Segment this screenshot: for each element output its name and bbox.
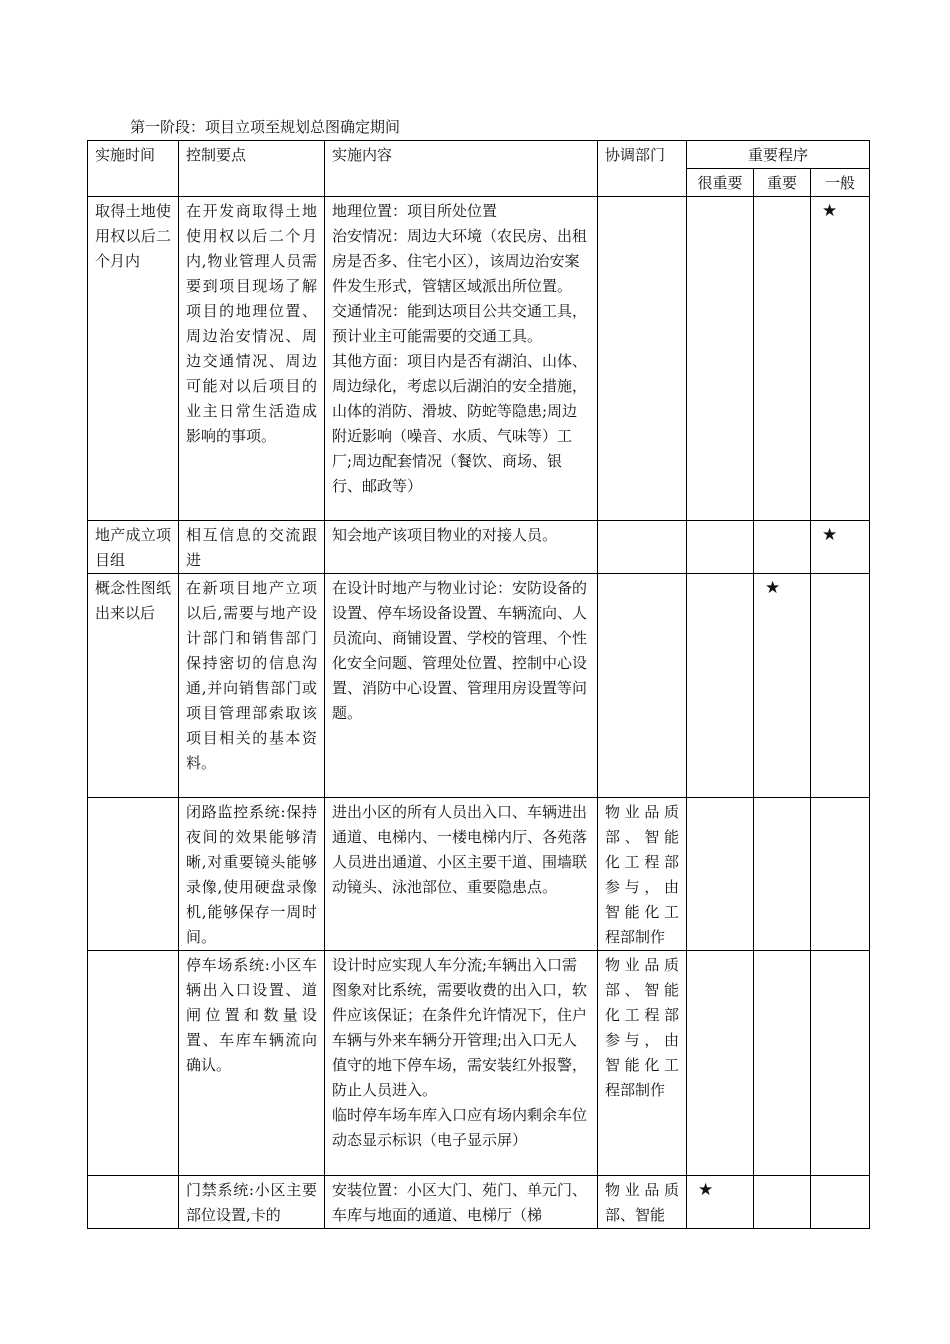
header-general: 一般 [811, 169, 870, 197]
header-control: 控制要点 [179, 141, 325, 197]
important-cell [754, 197, 811, 521]
star-icon: ★ [822, 525, 838, 545]
time-cell [88, 798, 179, 951]
general-cell [811, 197, 870, 521]
table-row [88, 1176, 870, 1229]
star-icon: ★ [698, 1180, 714, 1200]
general-cell [811, 951, 870, 1176]
header-dept: 协调部门 [598, 141, 687, 197]
content-cell: 设计时应实现人车分流;车辆出入口需图象对比系统，需要收费的出入口，软件应该保证；在条件允许情况下，住户车辆与外来车辆分开管理;出入口无人值守的地下停车场，需安装红外报警，防止人员进入。 临时停车场车库入口应有场内剩余车位动态显示标识（电子显示屏） [325, 951, 598, 1176]
general-cell [811, 521, 870, 574]
page-title: 第一阶段：项目立项至规划总图确定期间 [130, 118, 401, 136]
dept-cell [598, 574, 687, 798]
very-important-cell [687, 951, 754, 1176]
general-cell [811, 798, 870, 951]
time-cell [88, 1176, 179, 1229]
general-cell [811, 574, 870, 798]
important-cell [754, 1176, 811, 1229]
general-cell [811, 1176, 870, 1229]
table-row [88, 197, 870, 521]
header-content: 实施内容 [325, 141, 598, 197]
dept-cell: 物业品质部、智能 [598, 1176, 687, 1229]
time-cell: 概念性图纸出来以后 [88, 574, 179, 798]
header-row [88, 141, 870, 169]
table-row [88, 574, 870, 798]
time-cell [88, 951, 179, 1176]
table-row [88, 798, 870, 951]
very-important-cell [687, 574, 754, 798]
control-plan-table [87, 140, 870, 1229]
content-cell: 安装位置：小区大门、苑门、单元门、车库与地面的通道、电梯厅（梯 [325, 1176, 598, 1229]
time-cell: 地产成立项目组 [88, 521, 179, 574]
important-cell [754, 521, 811, 574]
header-time: 实施时间 [88, 141, 179, 197]
very-important-cell [687, 1176, 754, 1229]
header-important: 重要 [754, 169, 811, 197]
dept-cell: 物业品质部、智能化工程部参与，由智能化工程部制作 [598, 951, 687, 1176]
important-cell [754, 798, 811, 951]
control-cell: 相互信息的交流跟进 [179, 521, 325, 574]
star-icon: ★ [765, 578, 781, 598]
control-cell: 在新项目地产立项以后,需要与地产设计部门和销售部门保持密切的信息沟通,并向销售部门或项目管理部索取该项目相关的基本资料。 [179, 574, 325, 798]
table-row [88, 521, 870, 574]
table-row [88, 951, 870, 1176]
important-cell [754, 951, 811, 1176]
time-cell: 取得土地使用权以后二个月内 [88, 197, 179, 521]
star-icon: ★ [822, 201, 838, 221]
important-cell [754, 574, 811, 798]
content-cell: 知会地产该项目物业的对接人员。 [325, 521, 598, 574]
header-importance: 重要程序 [687, 141, 870, 169]
header-very-important: 很重要 [687, 169, 754, 197]
very-important-cell [687, 798, 754, 951]
content-cell: 地理位置：项目所处位置 治安情况：周边大环境（农民房、出租房是否多、住宅小区），该周边治安案件发生形式，管辖区域派出所位置。 交通情况：能到达项目公共交通工具，预计业主可能需要的交通工具。 其他方面：项目内是否有湖泊、山体、周边绿化，考虑以后湖泊的安全措施，山体的消防、滑坡、防蛇等隐患;周边附近影响（噪音、水质、气味等）工厂;周边配套情况（餐饮、商场、银行、邮政等） [325, 197, 598, 521]
control-cell: 闭路监控系统:保持夜间的效果能够清晰,对重要镜头能够录像,使用硬盘录像机,能够保存一周时间。 [179, 798, 325, 951]
control-cell: 停车场系统:小区车辆出入口设置、道闸位置和数量设置、车库车辆流向确认。 [179, 951, 325, 1176]
very-important-cell [687, 197, 754, 521]
control-cell: 在开发商取得土地使用权以后二个月内,物业管理人员需要到项目现场了解项目的地理位置、周边治安情况、周边交通情况、周边可能对以后项目的业主日常生活造成影响的事项。 [179, 197, 325, 521]
control-cell: 门禁系统:小区主要部位设置,卡的 [179, 1176, 325, 1229]
content-cell: 进出小区的所有人员出入口、车辆进出通道、电梯内、一楼电梯内厅、各苑落人员进出通道、小区主要干道、围墙联动镜头、泳池部位、重要隐患点。 [325, 798, 598, 951]
dept-cell [598, 521, 687, 574]
content-cell: 在设计时地产与物业讨论：安防设备的设置、停车场设备设置、车辆流向、人员流向、商铺设置、学校的管理、个性化安全问题、管理处位置、控制中心设置、消防中心设置、管理用房设置等问题。 [325, 574, 598, 798]
very-important-cell [687, 521, 754, 574]
dept-cell [598, 197, 687, 521]
dept-cell: 物业品质部、智能化工程部参与，由智能化工程部制作 [598, 798, 687, 951]
